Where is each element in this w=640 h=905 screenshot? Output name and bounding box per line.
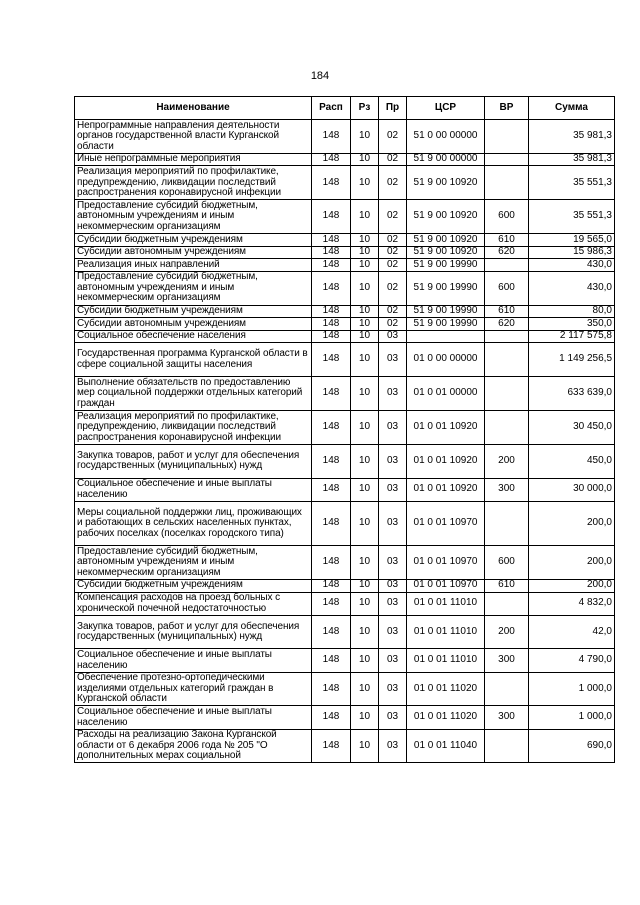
cell-rz: 10 [351, 579, 379, 592]
cell-rasp: 148 [312, 200, 351, 234]
cell-rasp: 148 [312, 478, 351, 501]
cell-csr: 51 9 00 10920 [407, 200, 485, 234]
cell-vr: 610 [485, 579, 529, 592]
cell-pr: 02 [379, 318, 407, 331]
cell-pr: 03 [379, 615, 407, 649]
cell-csr: 01 0 01 10970 [407, 501, 485, 545]
cell-rasp: 148 [312, 672, 351, 706]
table-row [75, 233, 615, 246]
cell-sum: 1 149 256,5 [529, 343, 615, 377]
header-sum: Сумма [529, 97, 615, 120]
cell-pr: 02 [379, 166, 407, 200]
cell-rasp: 148 [312, 410, 351, 444]
cell-rasp: 148 [312, 259, 351, 272]
cell-rz: 10 [351, 478, 379, 501]
cell-name: Реализация иных направлений [75, 259, 312, 272]
cell-rasp: 148 [312, 153, 351, 166]
cell-name: Социальное обеспечение и иные выплаты населению [75, 478, 312, 501]
cell-vr: 610 [485, 305, 529, 318]
cell-csr: 01 0 01 11010 [407, 649, 485, 672]
cell-csr: 01 0 01 11020 [407, 672, 485, 706]
cell-csr: 01 0 01 10970 [407, 579, 485, 592]
cell-rasp: 148 [312, 579, 351, 592]
cell-vr [485, 343, 529, 377]
cell-csr: 01 0 01 11040 [407, 729, 485, 763]
cell-vr: 600 [485, 271, 529, 305]
cell-rasp: 148 [312, 330, 351, 343]
table-row [75, 330, 615, 343]
cell-pr: 03 [379, 330, 407, 343]
table-row [75, 478, 615, 501]
cell-pr: 03 [379, 501, 407, 545]
table-row [75, 305, 615, 318]
cell-vr [485, 592, 529, 615]
table-row [75, 579, 615, 592]
cell-name: Субсидии бюджетным учреждениям [75, 233, 312, 246]
cell-rz: 10 [351, 729, 379, 763]
cell-rasp: 148 [312, 546, 351, 580]
cell-vr [485, 259, 529, 272]
cell-name: Субсидии бюджетным учреждениям [75, 579, 312, 592]
cell-sum: 42,0 [529, 615, 615, 649]
cell-pr: 03 [379, 410, 407, 444]
cell-vr: 300 [485, 478, 529, 501]
cell-vr [485, 501, 529, 545]
header-rz: Рз [351, 97, 379, 120]
cell-name: Закупка товаров, работ и услуг для обеспечения государственных (муниципальных) нужд [75, 444, 312, 478]
table-row [75, 259, 615, 272]
cell-sum: 200,0 [529, 579, 615, 592]
cell-vr: 610 [485, 233, 529, 246]
cell-rasp: 148 [312, 318, 351, 331]
cell-pr: 02 [379, 305, 407, 318]
table-row [75, 592, 615, 615]
cell-rasp: 148 [312, 649, 351, 672]
cell-rz: 10 [351, 271, 379, 305]
cell-rasp: 148 [312, 615, 351, 649]
cell-sum: 30 450,0 [529, 410, 615, 444]
cell-pr: 02 [379, 233, 407, 246]
header-name: Наименование [75, 97, 312, 120]
cell-rz: 10 [351, 246, 379, 259]
cell-rasp: 148 [312, 501, 351, 545]
cell-name: Выполнение обязательств по предоставлению мер социальной поддержки отдельных категорий граждан [75, 377, 312, 411]
header-pr: Пр [379, 97, 407, 120]
cell-rz: 10 [351, 706, 379, 729]
table-row [75, 343, 615, 377]
cell-pr: 03 [379, 444, 407, 478]
cell-pr: 03 [379, 729, 407, 763]
cell-rz: 10 [351, 672, 379, 706]
cell-rz: 10 [351, 259, 379, 272]
cell-name: Непрограммные направления деятельности органов государственной власти Курганской области [75, 120, 312, 154]
table-row [75, 729, 615, 763]
cell-name: Иные непрограммные мероприятия [75, 153, 312, 166]
cell-csr: 51 9 00 00000 [407, 153, 485, 166]
cell-rz: 10 [351, 546, 379, 580]
cell-pr: 03 [379, 649, 407, 672]
cell-sum: 4 790,0 [529, 649, 615, 672]
table-row [75, 120, 615, 154]
cell-name: Расходы на реализацию Закона Курганской области от 6 декабря 2006 года № 205 "О дополнительных мерах социальной [75, 729, 312, 763]
cell-rz: 10 [351, 649, 379, 672]
table-row [75, 615, 615, 649]
cell-name: Реализация мероприятий по профилактике, предупреждению, ликвидации последствий распространения коронавирусной инфекции [75, 166, 312, 200]
cell-rz: 10 [351, 305, 379, 318]
cell-vr [485, 672, 529, 706]
cell-rasp: 148 [312, 706, 351, 729]
cell-sum: 690,0 [529, 729, 615, 763]
cell-name: Субсидии автономным учреждениям [75, 246, 312, 259]
cell-name: Меры социальной поддержки лиц, проживающих и работающих в сельских населенных пунктах, рабочих поселках (поселках городского типа) [75, 501, 312, 545]
cell-name: Социальное обеспечение и иные выплаты населению [75, 649, 312, 672]
cell-rasp: 148 [312, 343, 351, 377]
cell-rasp: 148 [312, 305, 351, 318]
cell-pr: 03 [379, 478, 407, 501]
cell-rz: 10 [351, 501, 379, 545]
cell-vr [485, 153, 529, 166]
table-row [75, 410, 615, 444]
cell-sum: 4 832,0 [529, 592, 615, 615]
cell-pr: 02 [379, 246, 407, 259]
cell-vr: 620 [485, 318, 529, 331]
cell-vr: 200 [485, 444, 529, 478]
cell-csr: 51 9 00 19990 [407, 305, 485, 318]
table-row [75, 546, 615, 580]
cell-csr: 51 9 00 19990 [407, 259, 485, 272]
cell-name: Компенсация расходов на проезд больных с хронической почечной недостаточностью [75, 592, 312, 615]
table-row [75, 377, 615, 411]
budget-table [74, 96, 615, 763]
cell-rz: 10 [351, 318, 379, 331]
cell-pr: 02 [379, 153, 407, 166]
cell-pr: 02 [379, 200, 407, 234]
cell-pr: 03 [379, 706, 407, 729]
cell-sum: 200,0 [529, 501, 615, 545]
cell-sum: 35 981,3 [529, 153, 615, 166]
header-rasp: Расп [312, 97, 351, 120]
cell-vr [485, 120, 529, 154]
cell-rz: 10 [351, 330, 379, 343]
table-body [75, 120, 615, 763]
cell-name: Предоставление субсидий бюджетным, автономным учреждениям и иным некоммерческим организациям [75, 546, 312, 580]
cell-csr: 01 0 00 00000 [407, 343, 485, 377]
cell-vr: 600 [485, 546, 529, 580]
cell-rz: 10 [351, 166, 379, 200]
cell-vr: 620 [485, 246, 529, 259]
cell-name: Субсидии автономным учреждениям [75, 318, 312, 331]
cell-rz: 10 [351, 377, 379, 411]
cell-sum: 2 117 575,8 [529, 330, 615, 343]
cell-sum: 35 551,3 [529, 166, 615, 200]
cell-sum: 15 986,3 [529, 246, 615, 259]
cell-pr: 02 [379, 271, 407, 305]
table-row [75, 706, 615, 729]
cell-rasp: 148 [312, 729, 351, 763]
cell-csr: 01 0 01 10920 [407, 444, 485, 478]
cell-sum: 1 000,0 [529, 706, 615, 729]
cell-csr: 01 0 01 11010 [407, 592, 485, 615]
cell-csr: 51 9 00 10920 [407, 246, 485, 259]
table-row [75, 501, 615, 545]
cell-pr: 03 [379, 592, 407, 615]
table-row [75, 200, 615, 234]
cell-name: Социальное обеспечение и иные выплаты населению [75, 706, 312, 729]
cell-name: Субсидии бюджетным учреждениям [75, 305, 312, 318]
cell-csr: 51 9 00 19990 [407, 318, 485, 331]
cell-rasp: 148 [312, 246, 351, 259]
cell-pr: 03 [379, 579, 407, 592]
cell-sum: 19 565,0 [529, 233, 615, 246]
cell-vr: 300 [485, 706, 529, 729]
cell-name: Обеспечение протезно-ортопедическими изделиями отдельных категорий граждан в Курганской области [75, 672, 312, 706]
table-row [75, 672, 615, 706]
cell-csr: 51 9 00 19990 [407, 271, 485, 305]
cell-csr: 01 0 01 00000 [407, 377, 485, 411]
cell-pr: 03 [379, 377, 407, 411]
cell-pr: 02 [379, 120, 407, 154]
cell-name: Социальное обеспечение населения [75, 330, 312, 343]
table-row [75, 153, 615, 166]
table-row [75, 246, 615, 259]
table-row [75, 444, 615, 478]
cell-sum: 30 000,0 [529, 478, 615, 501]
cell-vr [485, 377, 529, 411]
cell-name: Предоставление субсидий бюджетным, автономным учреждениям и иным некоммерческим организациям [75, 200, 312, 234]
table-row [75, 318, 615, 331]
cell-vr [485, 729, 529, 763]
cell-rz: 10 [351, 444, 379, 478]
cell-sum: 633 639,0 [529, 377, 615, 411]
table-row [75, 649, 615, 672]
cell-sum: 430,0 [529, 259, 615, 272]
cell-rz: 10 [351, 343, 379, 377]
cell-rz: 10 [351, 120, 379, 154]
cell-csr: 51 9 00 10920 [407, 166, 485, 200]
table-header-row [75, 97, 615, 120]
cell-rasp: 148 [312, 271, 351, 305]
cell-csr [407, 330, 485, 343]
header-vr: ВР [485, 97, 529, 120]
cell-sum: 450,0 [529, 444, 615, 478]
cell-sum: 430,0 [529, 271, 615, 305]
cell-rasp: 148 [312, 233, 351, 246]
cell-sum: 1 000,0 [529, 672, 615, 706]
cell-sum: 350,0 [529, 318, 615, 331]
cell-sum: 80,0 [529, 305, 615, 318]
cell-rz: 10 [351, 410, 379, 444]
cell-csr: 01 0 01 10920 [407, 478, 485, 501]
cell-csr: 51 0 00 00000 [407, 120, 485, 154]
cell-rasp: 148 [312, 120, 351, 154]
cell-csr: 01 0 01 11010 [407, 615, 485, 649]
cell-vr [485, 410, 529, 444]
cell-vr [485, 330, 529, 343]
cell-name: Государственная программа Курганской области в сфере социальной защиты населения [75, 343, 312, 377]
cell-name: Реализация мероприятий по профилактике, предупреждению, ликвидации последствий распространения коронавирусной инфекции [75, 410, 312, 444]
header-csr: ЦСР [407, 97, 485, 120]
cell-sum: 35 981,3 [529, 120, 615, 154]
cell-pr: 03 [379, 672, 407, 706]
cell-csr: 01 0 01 11020 [407, 706, 485, 729]
cell-csr: 51 9 00 10920 [407, 233, 485, 246]
cell-rz: 10 [351, 592, 379, 615]
cell-pr: 03 [379, 343, 407, 377]
cell-csr: 01 0 01 10970 [407, 546, 485, 580]
cell-pr: 02 [379, 259, 407, 272]
cell-rasp: 148 [312, 592, 351, 615]
cell-rasp: 148 [312, 377, 351, 411]
cell-rasp: 148 [312, 166, 351, 200]
cell-name: Закупка товаров, работ и услуг для обеспечения государственных (муниципальных) нужд [75, 615, 312, 649]
cell-vr: 200 [485, 615, 529, 649]
cell-vr [485, 166, 529, 200]
cell-rz: 10 [351, 153, 379, 166]
table-row [75, 271, 615, 305]
cell-rz: 10 [351, 233, 379, 246]
cell-csr: 01 0 01 10920 [407, 410, 485, 444]
cell-vr: 600 [485, 200, 529, 234]
cell-pr: 03 [379, 546, 407, 580]
cell-rasp: 148 [312, 444, 351, 478]
table-row [75, 166, 615, 200]
cell-rz: 10 [351, 200, 379, 234]
page-number: 184 [310, 70, 330, 82]
cell-vr: 300 [485, 649, 529, 672]
cell-rz: 10 [351, 615, 379, 649]
cell-sum: 200,0 [529, 546, 615, 580]
cell-name: Предоставление субсидий бюджетным, автономным учреждениям и иным некоммерческим организациям [75, 271, 312, 305]
cell-sum: 35 551,3 [529, 200, 615, 234]
